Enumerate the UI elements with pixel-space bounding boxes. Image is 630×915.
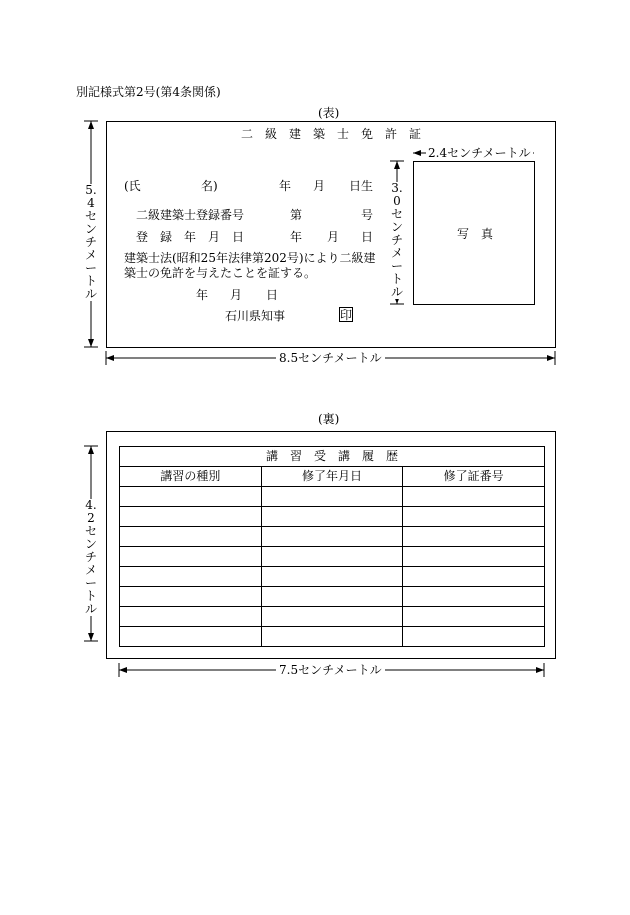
registration-number-label: 二級建築士登録番号	[136, 208, 245, 222]
name-open: (氏	[124, 179, 141, 193]
table-cell	[261, 487, 403, 507]
form-heading: 別記様式第2号(第4条関係)	[76, 85, 221, 99]
registration-go: 号	[361, 208, 374, 222]
table-cell	[261, 587, 403, 607]
table-cell	[261, 607, 403, 627]
birth-day: 日生	[349, 179, 374, 193]
registration-day: 日	[361, 230, 374, 244]
table-cell	[403, 507, 545, 527]
table-cell	[120, 527, 262, 547]
table-cell	[120, 547, 262, 567]
table-row	[120, 487, 545, 507]
photo-width-dimension: 2.4センチメートル	[428, 146, 531, 160]
table-cell	[120, 627, 262, 647]
table-cell	[261, 567, 403, 587]
table-cell	[261, 507, 403, 527]
back-height-dimension: 4.2センチメートル	[84, 498, 97, 616]
registration-year: 年	[290, 230, 303, 244]
column-header-completion-date: 修了年月日	[261, 467, 403, 487]
front-height-dimension: 5.4センチメートル	[84, 183, 97, 301]
issue-day: 日	[266, 288, 279, 302]
table-cell	[403, 627, 545, 647]
table-row	[120, 627, 545, 647]
table-row	[120, 547, 545, 567]
table-cell	[403, 487, 545, 507]
column-header-certificate-number: 修了証番号	[403, 467, 545, 487]
birth-year: 年	[279, 179, 292, 193]
license-title: 二 級 建 築 士 免 許 証	[241, 127, 422, 141]
seal-mark: 印	[340, 308, 353, 322]
table-cell	[120, 567, 262, 587]
back-side-label: (裏)	[318, 412, 340, 426]
registration-date-label: 登 録 年 月 日	[136, 230, 245, 244]
table-cell	[120, 507, 262, 527]
issuer: 石川県知事	[225, 309, 286, 323]
back-width-dimension: 7.5センチメートル	[276, 663, 385, 677]
photo-height-dimension: 3.0センチメートル	[390, 181, 403, 299]
table-row	[120, 587, 545, 607]
training-history-title: 講 習 受 講 履 歴	[120, 447, 545, 467]
registration-dai: 第	[290, 208, 303, 222]
table-cell	[403, 607, 545, 627]
name-close: 名)	[201, 179, 218, 193]
birth-month: 月	[313, 179, 326, 193]
table-cell	[120, 487, 262, 507]
table-row	[120, 527, 545, 547]
front-side-label: (表)	[318, 106, 340, 120]
table-cell	[261, 627, 403, 647]
table-cell	[120, 587, 262, 607]
statement-line-2: 築士の免許を与えたことを証する。	[124, 266, 317, 280]
table-row	[120, 607, 545, 627]
table-cell	[120, 607, 262, 627]
table-row	[120, 507, 545, 527]
issue-year: 年	[196, 288, 209, 302]
table-cell	[261, 527, 403, 547]
training-history-table	[119, 446, 545, 647]
table-row	[120, 567, 545, 587]
table-cell	[403, 567, 545, 587]
issue-month: 月	[230, 288, 243, 302]
front-width-dimension: 8.5センチメートル	[276, 351, 385, 365]
table-cell	[403, 527, 545, 547]
statement-line-1: 建築士法(昭和25年法律第202号)により二級建	[124, 251, 376, 265]
table-cell	[403, 547, 545, 567]
photo-label: 写 真	[457, 227, 494, 241]
registration-month: 月	[327, 230, 340, 244]
table-cell	[403, 587, 545, 607]
column-header-type: 講習の種別	[120, 467, 262, 487]
table-cell	[261, 547, 403, 567]
